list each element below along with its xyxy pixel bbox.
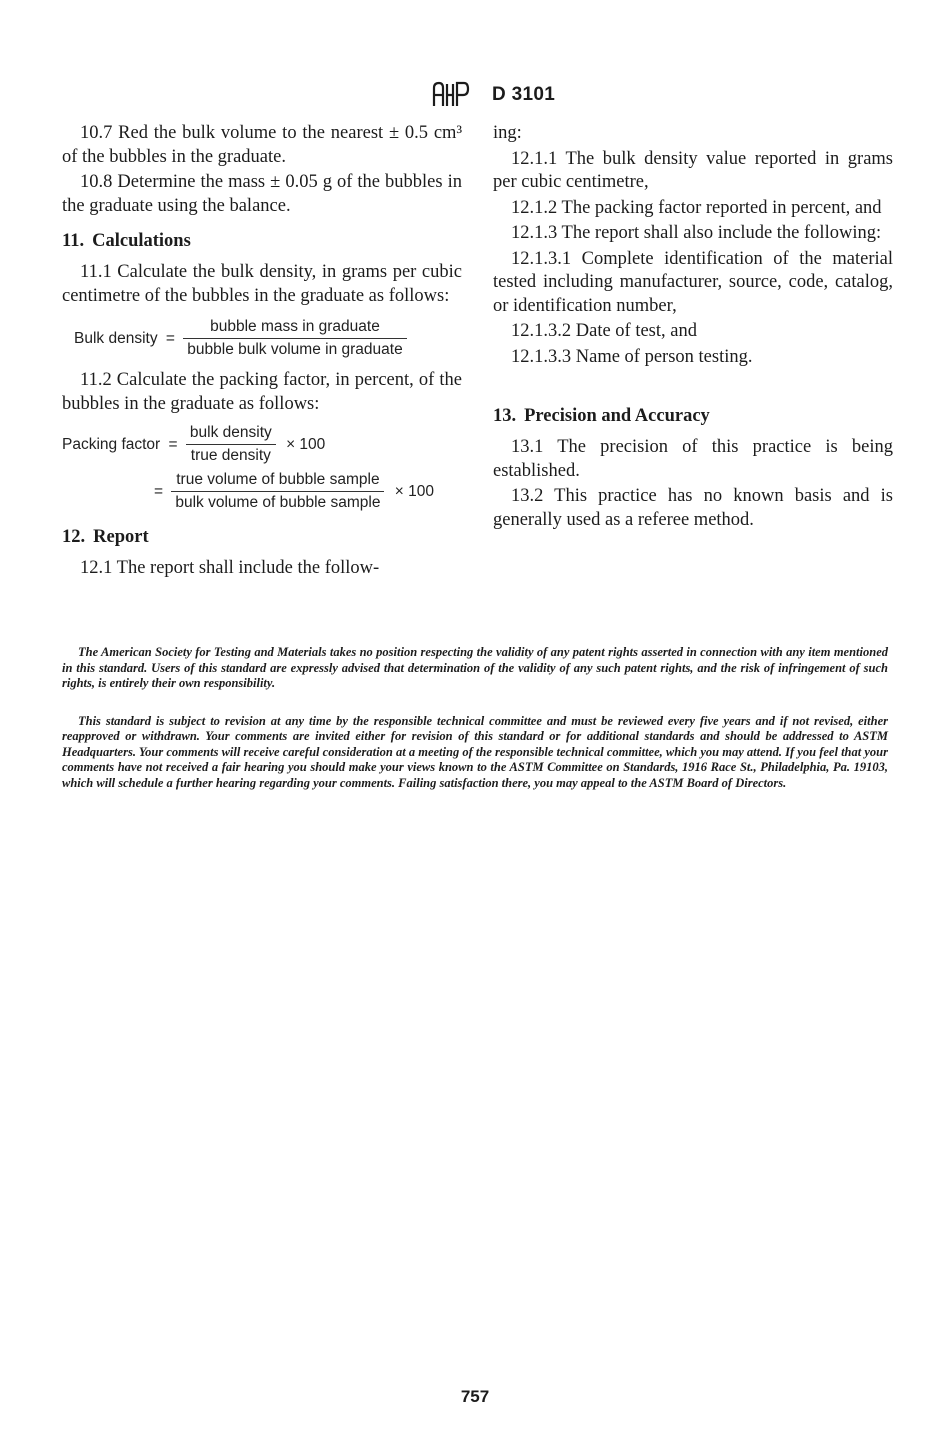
formula-label: Bulk density [74,329,158,347]
paragraph-10-7: 10.7 Red the bulk volume to the nearest ± 0.5 cm³ of the bubbles in the graduate. [62,123,462,167]
paragraph-11-2: 11.2 Calculate the packing factor, in percent, of the bubbles in the graduate as follows: [62,370,462,414]
section-13-title: Precision and Accuracy [524,406,710,426]
section-13-number: 13. [493,406,517,426]
section-13-heading [493,405,893,428]
formula-equals: = [154,482,164,500]
section-11-number: 11. [62,231,85,251]
document-number: D 3101 [492,84,556,105]
revision-notice: This standard is subject to revision at any time by the responsible technical committee and must be reviewed every five years and if not revised, either reapproved or withdrawn. Your comments are invited either for revision of this standard or for additional standards and should be addressed to ASTM Headquarters. Your comments will receive careful consideration at a meeting of the responsible technical committee, which you may attend. If you feel that your comments have not received a fair hearing you should make your views known to the ASTM Committee on Standards, 1916 Race St., Philadelphia, Pa. 19103, which will schedule a further hearing regarding your comments. Failing satisfaction there, you may appeal to the ASTM Board of Directors. [62,713,888,790]
formula-denominator: bubble bulk volume in graduate [187,341,403,358]
formula-fraction [171,471,384,512]
section-11-title: Calculations [92,231,191,251]
paragraph-12-1-3-2: 12.1.3.2 Date of test, and [511,321,697,341]
formula-multiplier: × 100 [394,482,434,500]
section-12-number: 12. [62,527,86,547]
formula-denominator: true density [190,447,271,464]
footer-notes [62,645,888,813]
formula-denominator: bulk volume of bubble sample [175,494,381,511]
section-12-title: Report [93,527,149,547]
paragraph-12-1: 12.1 The report shall include the follow- [80,558,380,578]
section-11-heading [62,230,462,253]
formula-equals: = [165,329,175,347]
page-header [0,80,950,110]
paragraph-13-2: 13.2 This practice has no known basis and is generally used as a referee method. [493,486,893,530]
packing-factor-formula-alt [150,471,462,512]
bulk-density-formula [74,318,462,359]
formula-fraction [186,424,276,465]
paragraph-12-1-3: 12.1.3 The report shall also include the following: [511,223,882,243]
formula-numerator: true volume of bubble sample [171,471,384,492]
patent-disclaimer: The American Society for Testing and Materials takes no position respecting the validity of any patent rights asserted in connection with any item mentioned in this standard. Users of this standard are expressly advised that determination of the validity of any such patent rights, and the risk of infringement of such rights, is entirely their own responsibility. [62,645,888,690]
paragraph-12-1-continued: ing: [493,123,522,143]
packing-factor-formula [62,424,462,465]
paragraph-10-8: 10.8 Determine the mass ± 0.05 g of the bubbles in the graduate using the balance. [62,172,462,216]
formula-equals: = [168,435,178,453]
paragraph-12-1-3-3: 12.1.3.3 Name of person testing. [511,346,753,367]
left-column [62,122,462,583]
formula-label: Packing factor [62,435,161,453]
paragraph-13-1: 13.1 The precision of this practice is being established. [493,437,893,481]
formula-fraction [183,318,406,359]
formula-numerator: bubble mass in graduate [183,318,406,339]
paragraph-12-1-3-1: 12.1.3.1 Complete identification of the material tested including manufacturer, source, code, catalog, or identification number, [493,248,893,316]
section-12-heading [62,526,462,549]
formula-multiplier: × 100 [286,435,326,453]
formula-numerator: bulk density [186,424,276,445]
paragraph-12-1-1: 12.1.1 The bulk density value reported in grams per cubic centimetre, [493,148,893,192]
astm-logo-icon [430,80,470,108]
right-column [493,122,893,534]
paragraph-11-1: 11.1 Calculate the bulk density, in grams per cubic centimetre of the bubbles in the graduate as follows: [62,262,462,306]
page-number: 757 [460,1387,490,1406]
paragraph-12-1-2: 12.1.2 The packing factor reported in percent, and [511,197,882,218]
